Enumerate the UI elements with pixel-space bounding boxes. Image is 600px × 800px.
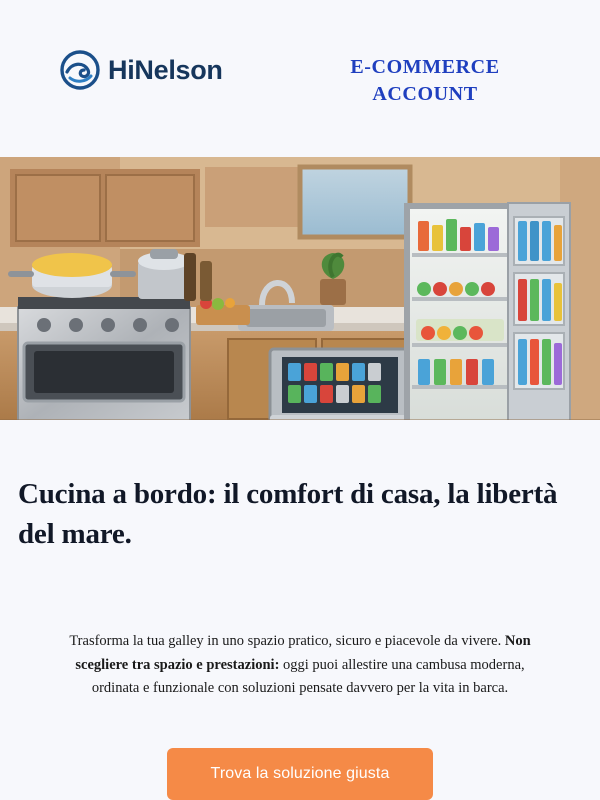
wave-circle-logo-icon <box>60 50 100 90</box>
cta-button[interactable]: Trova la soluzione giusta <box>167 748 434 800</box>
paragraph-part-2: oggi puoi allestire una cambusa moderna, ordinata e funzionale con soluzioni pensate davvero per la vita in barca. <box>91 656 525 697</box>
brand-lockup[interactable] <box>30 50 280 90</box>
paragraph-part-1: Trasforma la tua galley in uno spazio pratico, sicuro e piacevole da vivere. <box>69 633 505 650</box>
header-title-line-1: E-COMMERCE <box>350 56 500 78</box>
header-title-block <box>280 50 570 108</box>
email-header <box>0 0 600 157</box>
paragraph-bold: Non scegliere tra spazio e prestazioni: <box>75 633 531 673</box>
header-title-line-2: ACCOUNT <box>372 83 478 105</box>
brand-name: HiNelson <box>108 54 223 85</box>
hero-image <box>0 157 600 420</box>
page-title: Cucina a bordo: il comfort di casa, la libertà del mare. <box>18 478 558 551</box>
cta-container <box>0 715 600 800</box>
body-paragraph <box>0 588 600 700</box>
